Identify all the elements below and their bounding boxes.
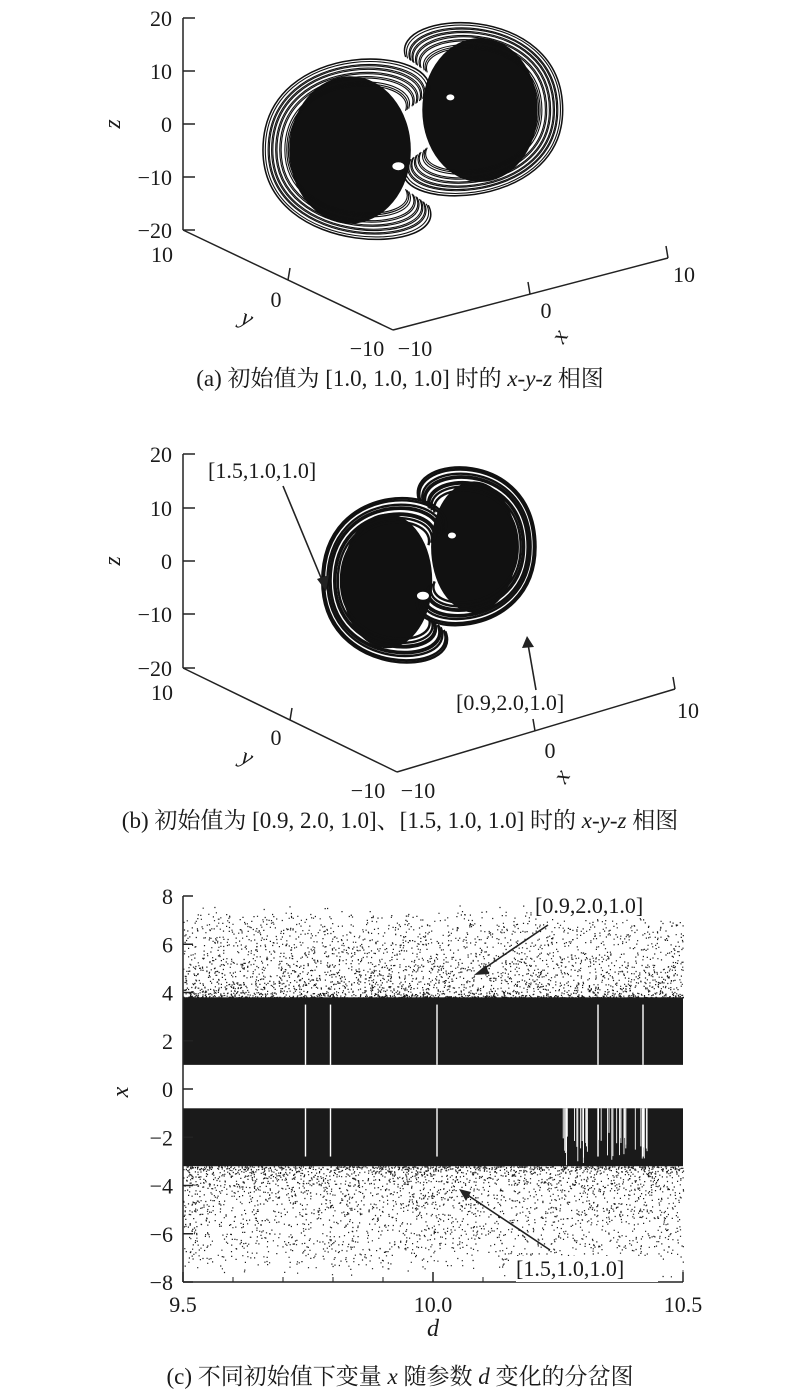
- annotation-label: [1.5,1.0,1.0]: [516, 1256, 625, 1281]
- caption-c: (c) 不同初始值下变量 x 随参数 d 变化的分岔图: [166, 1364, 634, 1389]
- y-tick-label: 8: [162, 884, 173, 909]
- z-tick-label: −10: [137, 602, 172, 627]
- attractor-core-right: [422, 38, 537, 182]
- y-tick-label: 4: [162, 980, 173, 1006]
- panel-c: [0, 878, 800, 1398]
- y-tick-labels-a: [151, 242, 384, 361]
- annotation-b-left: [208, 458, 329, 591]
- attractor-eye-right: [448, 533, 456, 539]
- annotation-label: [1.5,1.0,1.0]: [208, 458, 317, 483]
- z-tick-label: 20: [150, 6, 172, 31]
- z-tick-label: 0: [161, 549, 172, 574]
- z-tick-label: −20: [137, 218, 172, 243]
- attractor-eye-left: [392, 162, 404, 170]
- x-axis-label: x: [546, 325, 574, 348]
- y-axis-label: y: [236, 743, 258, 772]
- y-axis-label: x: [108, 1086, 134, 1098]
- upper-branch-band: [183, 997, 683, 1065]
- y-tick-labels-c: [150, 884, 173, 1295]
- y-tick-label: 6: [162, 932, 173, 958]
- y-tick-label: 10: [151, 680, 173, 705]
- scatter-points: [183, 904, 684, 1277]
- z-tick-label: 20: [150, 442, 172, 467]
- x-tick-label: 10: [673, 262, 695, 287]
- z-tick-labels-b: [138, 442, 172, 681]
- z-axis-label: z: [100, 119, 126, 129]
- x-axis-label: x: [548, 765, 576, 788]
- annotation-c-top: [474, 893, 674, 975]
- z-axis-label: z: [100, 556, 126, 566]
- y-tick-label: −8: [149, 1270, 173, 1295]
- annotation-label: [0.9,2.0,1.0]: [535, 893, 644, 918]
- z-tick-label: −10: [137, 165, 172, 190]
- x-tick-label: 10.0: [413, 1292, 453, 1317]
- phase-portrait-b: [0, 436, 800, 856]
- attractor-eye-left: [417, 592, 429, 600]
- annotation-b-right: [456, 636, 564, 715]
- y-tick-label: 0: [270, 725, 282, 750]
- phase-portrait-a: [0, 0, 800, 400]
- y-tick-label: 0: [162, 1077, 173, 1102]
- x-tick-label: 10: [677, 698, 699, 723]
- y-tick-labels-b: [151, 680, 385, 803]
- lower-branch-band: [183, 1108, 683, 1166]
- bifurcation-chart: [0, 878, 800, 1353]
- x-tick-label: −10: [400, 778, 436, 803]
- z-tick-label: 0: [161, 112, 172, 137]
- attractor-b: [322, 467, 535, 662]
- z-tick-labels-a: [138, 6, 172, 243]
- x-tick-label: −10: [397, 336, 433, 361]
- x-tick-label: 9.5: [169, 1292, 197, 1317]
- x-tick-label: 0: [544, 738, 556, 763]
- x-tick-labels-a: [398, 262, 695, 361]
- z-tick-label: 10: [150, 59, 172, 84]
- y-tick-label: 10: [151, 242, 173, 267]
- x-tick-label: 0: [540, 298, 552, 323]
- bifurcation-points: [183, 904, 684, 1277]
- x-axis-label: d: [427, 1316, 439, 1342]
- z-tick-label: 10: [150, 496, 172, 521]
- caption-a: (a) 初始值为 [1.0, 1.0, 1.0] 时的 x-y-z 相图: [196, 366, 604, 391]
- y-tick-label: −10: [350, 778, 386, 803]
- y-tick-label: −2: [149, 1125, 173, 1151]
- attractor-a: [263, 22, 563, 239]
- z-tick-label: −20: [137, 656, 172, 681]
- panel-a: [0, 0, 800, 400]
- y-tick-label: 0: [270, 287, 282, 312]
- x-tick-label: 10.5: [663, 1292, 703, 1317]
- y-tick-label: 2: [162, 1028, 173, 1054]
- y-tick-label: −10: [349, 336, 385, 361]
- x-tick-labels-c: [169, 1292, 702, 1317]
- annotation-label: [0.9,2.0,1.0]: [456, 690, 565, 715]
- attractor-eye-right: [446, 94, 454, 100]
- y-tick-label: −6: [149, 1221, 173, 1247]
- caption-b: (b) 初始值为 [0.9, 2.0, 1.0]、[1.5, 1.0, 1.0] 时的 x-y-z 相图: [121, 808, 679, 833]
- y-axis-label: y: [236, 304, 258, 333]
- y-tick-label: −4: [149, 1173, 173, 1199]
- panel-b: [0, 436, 800, 856]
